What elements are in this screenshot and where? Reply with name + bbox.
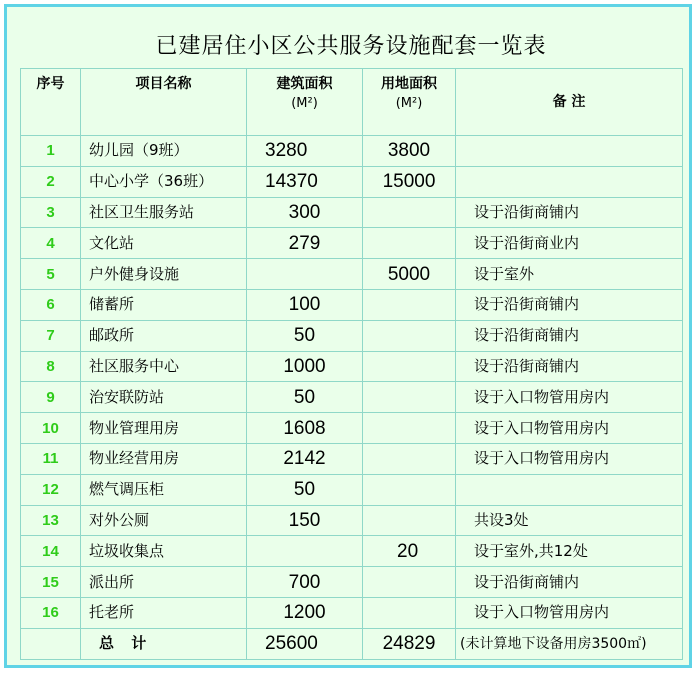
total-build-area: 25600 (247, 628, 363, 659)
row-number: 4 (21, 228, 81, 259)
row-build-area: 50 (247, 382, 363, 413)
row-land-area (363, 382, 456, 413)
row-note: 设于沿街商铺内 (456, 320, 683, 351)
row-build-area: 700 (247, 567, 363, 598)
row-note (456, 136, 683, 167)
row-land-area (363, 443, 456, 474)
table-row (21, 536, 683, 567)
row-name: 托老所 (81, 597, 247, 628)
row-number: 15 (21, 567, 81, 598)
row-build-area (247, 536, 363, 567)
row-build-area: 1608 (247, 413, 363, 444)
table-row (21, 228, 683, 259)
row-land-area (363, 567, 456, 598)
table-row (21, 597, 683, 628)
row-name: 对外公厕 (81, 505, 247, 536)
row-land-area (363, 597, 456, 628)
total-label: 总 计 (81, 628, 247, 659)
row-note: 设于入口物管用房内 (456, 413, 683, 444)
total-note: (未计算地下设备用房3500㎡) (456, 628, 683, 659)
row-build-area: 279 (247, 228, 363, 259)
row-name: 文化站 (81, 228, 247, 259)
row-number: 5 (21, 259, 81, 290)
row-land-area (363, 351, 456, 382)
row-build-area: 50 (247, 320, 363, 351)
row-number: 2 (21, 166, 81, 197)
row-number: 10 (21, 413, 81, 444)
row-build-area (247, 259, 363, 290)
row-name: 户外健身设施 (81, 259, 247, 290)
header-build-area: 建筑面积 (M²) (247, 69, 363, 136)
row-name: 中心小学（36班） (81, 166, 247, 197)
table-row (21, 259, 683, 290)
row-note: 设于室外,共12处 (456, 536, 683, 567)
row-build-area: 300 (247, 197, 363, 228)
page-title: 已建居住小区公共服务设施配套一览表 (155, 33, 547, 59)
row-name: 治安联防站 (81, 382, 247, 413)
header-seq: 序号 (21, 69, 81, 136)
row-note: 共设3处 (456, 505, 683, 536)
table-row (21, 289, 683, 320)
row-build-area: 100 (247, 289, 363, 320)
row-build-area: 50 (247, 474, 363, 505)
row-number: 12 (21, 474, 81, 505)
row-note (456, 474, 683, 505)
row-land-area (363, 289, 456, 320)
row-land-area (363, 320, 456, 351)
row-land-area: 20 (363, 536, 456, 567)
row-land-area: 15000 (363, 166, 456, 197)
total-seq-cell (21, 628, 81, 659)
table-row (21, 443, 683, 474)
facilities-table (20, 68, 683, 660)
row-note: 设于沿街商铺内 (456, 197, 683, 228)
table-row (21, 505, 683, 536)
row-number: 3 (21, 197, 81, 228)
table-row (21, 413, 683, 444)
row-note: 设于室外 (456, 259, 683, 290)
row-note: 设于入口物管用房内 (456, 597, 683, 628)
row-number: 11 (21, 443, 81, 474)
row-build-area: 3280 (247, 136, 363, 167)
table-row (21, 136, 683, 167)
table-row (21, 382, 683, 413)
row-land-area (363, 505, 456, 536)
row-note: 设于沿街商铺内 (456, 289, 683, 320)
row-land-area (363, 197, 456, 228)
table-row (21, 166, 683, 197)
row-build-area: 2142 (247, 443, 363, 474)
row-build-area: 1000 (247, 351, 363, 382)
table-row (21, 197, 683, 228)
row-number: 8 (21, 351, 81, 382)
row-land-area (363, 228, 456, 259)
row-land-area (363, 413, 456, 444)
row-build-area: 14370 (247, 166, 363, 197)
row-name: 社区服务中心 (81, 351, 247, 382)
row-note: 设于入口物管用房内 (456, 443, 683, 474)
row-name: 邮政所 (81, 320, 247, 351)
row-number: 16 (21, 597, 81, 628)
row-number: 1 (21, 136, 81, 167)
row-land-area: 5000 (363, 259, 456, 290)
header-name: 项目名称 (81, 69, 247, 136)
row-name: 物业管理用房 (81, 413, 247, 444)
row-number: 13 (21, 505, 81, 536)
row-name: 垃圾收集点 (81, 536, 247, 567)
header-land-area: 用地面积 (M²) (363, 69, 456, 136)
table-row (21, 320, 683, 351)
row-note: 设于沿街商铺内 (456, 567, 683, 598)
header-note: 备 注 (456, 69, 683, 136)
row-name: 储蓄所 (81, 289, 247, 320)
row-land-area: 3800 (363, 136, 456, 167)
row-number: 6 (21, 289, 81, 320)
row-note: 设于入口物管用房内 (456, 382, 683, 413)
row-name: 幼儿园（9班） (81, 136, 247, 167)
table-row (21, 474, 683, 505)
row-name: 社区卫生服务站 (81, 197, 247, 228)
table-row (21, 567, 683, 598)
table-header-row (21, 69, 683, 136)
row-land-area (363, 474, 456, 505)
row-number: 7 (21, 320, 81, 351)
row-name: 燃气调压柜 (81, 474, 247, 505)
total-land-area: 24829 (363, 628, 456, 659)
row-number: 14 (21, 536, 81, 567)
row-note: 设于沿街商业内 (456, 228, 683, 259)
row-build-area: 1200 (247, 597, 363, 628)
table-row (21, 351, 683, 382)
row-note (456, 166, 683, 197)
total-row (21, 628, 683, 659)
row-number: 9 (21, 382, 81, 413)
row-build-area: 150 (247, 505, 363, 536)
row-name: 派出所 (81, 567, 247, 598)
row-note: 设于沿街商铺内 (456, 351, 683, 382)
row-name: 物业经营用房 (81, 443, 247, 474)
